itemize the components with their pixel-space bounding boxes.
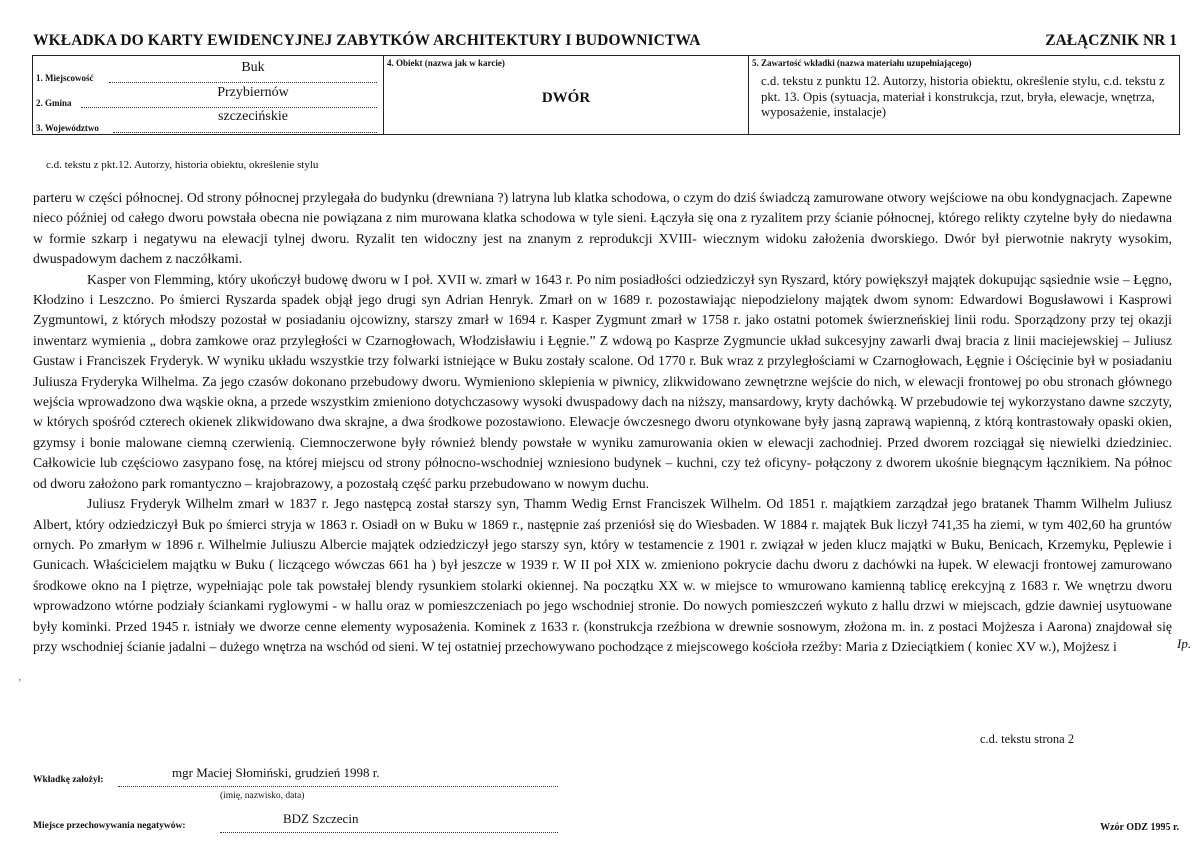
form-code: Wzór ODZ 1995 r.: [1100, 822, 1179, 833]
object-column: [384, 56, 749, 134]
author-value: mgr Maciej Słomiński, grudzień 1998 r.: [172, 765, 380, 780]
location-column: [33, 56, 384, 134]
author-label: Wkładkę założył:: [33, 775, 104, 785]
contents-column: [749, 56, 1179, 134]
object-label: 4. Obiekt (nazwa jak w karcie): [387, 58, 505, 68]
form-title: WKŁADKA DO KARTY EWIDENCYJNEJ ZABYTKÓW ARCHITEKTURY I BUDOWNICTWA: [33, 32, 701, 49]
dotted-line: [113, 132, 377, 133]
paragraph: parteru w części północnej. Od strony północnej przylegała do budynku (drewniana ?) latryna lub klatka schodowa, o czym do dziś świadczą zamurowane otwory wejściowe na obu kondygnacjach. Zapewne nieco później od całego dworu powstała obecna nie powiązana z nim murowana klatka schodowa w tyle sieni. Łączyła się ona z ryzalitem przy ścianie północnej, którego relikty czytelne były do niedawna w formie szkarp i negatywu na elewacji tylnej dworu. Ryzalit ten widoczny jest na znanym z reprodukcji XVIII- wiecznym widoku założenia dworskiego. Dwór był pierwotnie nakryty wysokim, dwuspadowym dachem z naczółkami.: [33, 190, 1172, 267]
section-subheading: c.d. tekstu z pkt.12. Autorzy, historia obiektu, określenie stylu: [46, 159, 319, 171]
dotted-line: [81, 107, 377, 108]
contents-label: 5. Zawartość wkładki (nazwa materiału uzupełniającego): [752, 58, 972, 68]
paragraph: Juliusz Fryderyk Wilhelm zmarł w 1837 r. Jego następcą został starszy syn, Thamm Wedig Ernst Franciszek Wilhelm. Od 1851 r. majątkiem zarządzał jego bratanek Thamm Wilhelm Juliusz Albert, który odziedziczył Buk po śmierci stryja w 1863 r. Osiadł on w Buku w 1869 r., następnie zaś przeniósł się do Wiesbaden. W 1884 r. majątek Buk liczył 741,35 ha ziemi, w tym 402,60 ha gruntów ornych. Po zmarłym w 1896 r. Wilhelmie Juliuszu Albercie majątek odziedziczył jego starszy syn, który w testamencie z 1901 r. związał w jeden klucz majątki w Buku, Benicach, Krzemyku, Pęplewie i Gunicach. Właścicielem majątku w Buku ( liczącego wówczas 661 ha ) był jeszcze w 1939 r. W II poł XIX w. zmieniono pokrycie dachu dworu z dachówki na łupek. W elewacji frontowej zamurowano środkowe okno na I piętrze, wypełniając pole tak powstałej blendy rysunkiem stolarki okiennej. Na początku XX w. w miejsce to wmurowano kamienną tablicę erekcyjną z 1683 r. We wnętrzu dworu wprowadzono wtórne podziały ściankami ryglowymi - w hallu oraz w pomieszczeniach po jego wschodniej stronie. Do nowych pomieszczeń wykuto z hallu drzwi w miejscach, gdzie dawniej usytuowane były kominki. Przed 1945 r. istniały we dworze cenne elementy wyposażenia. Kominek z 1633 r. (konstrukcja rzeźbiona w drewnie sosnowym, złożona m. in. z postaci Mojżesza i Aarona) znajdował się przy wschodniej ścianie jadalni – dużego wnętrza na wschód od sieni. W tej ostatniej przechowywano pochodzące z miejscowego kościoła rzeźby: Maria z Dzieciątkiem ( koniec XV w.), Mojżesz i: [33, 496, 1172, 654]
object-name: DWÓR: [541, 90, 591, 106]
dotted-line: [109, 82, 377, 83]
commune-value: Przybiernów: [217, 85, 289, 100]
negatives-label: Miejsce przechowywania negatywów:: [33, 821, 186, 831]
voivodeship-label: 3. Województwo: [36, 123, 99, 133]
dotted-line: [118, 786, 558, 787]
annex-number: ZAŁĄCZNIK NR 1: [1045, 32, 1177, 49]
paragraph: Kasper von Flemming, który ukończył budowę dworu w I poł. XVII w. zmarł w 1643 r. Po nim posiadłości odziedziczył syn Ryszard, który powiększył majątek dokupując sąsiednie wsie – Łęgno, Kłodzino i Leszczno. Po śmierci Ryszarda spadek objął jego drugi syn Adrian Henryk. Zmarł on w 1689 r. pozostawiając niepodzielony majątek dwom synom: Edwardowi Bogusławowi i Kasprowi Zygmuntowi, z których młodszy pozostał w posiadaniu ojcowizny, starszy zmarł w 1694 r. Kasper Zygmunt zmarł w 1758 r. jako ostatni potomek świerzneńskiej linii rodu. Sporządzony przy tej okazji inwentarz wymienia „ dobra zamkowe oraz przyległości w Czarnogłowach, Włodzisławiu i Łęgnie.” Z wdową po Kasprze Zygmuncie układ sukcesyjny zawarli dwaj bracia z linii maciejewskiej – Juliusz Gustaw i Franciszek Fryderyk. W wyniku układu wszystkie trzy folwarki istniejące w Buku zostały scalone. Od 1770 r. Buk wraz z przyległościami w Czarnogłowach, Łęgnie i Ościęcinie był w posiadaniu Juliusza Fryderyka Wilhelma. Za jego czasów dokonano przebudowy dworu. Wymieniono sklepienia w piwnicy, zlikwidowano zewnętrzne wejście do nich, w elewacji frontowej po obu stronach głównego wejścia wprowadzono dwa wąskie okna, a przede wszystkim zmieniono dotychczasowy wysoki dwuspadowy dach na niższy, mansardowy, kryty dachówką. W przebudowie tej wykorzystano dawne szczyty, w których spośród czterech okienek zlikwidowano dwa skrajne, a dwa środkowe pozostawiono. Elewacje ówczesnego dworu otynkowane były jasną zaprawą wapienną, z którą kontrastowały opaski okien, gzymsy i bonie malowane ciemną czerwienią. Ciemnoczerwone były również blendy powstałe w wyniku zamurowania okien w elewacji zachodniej. Przed dworem rozciągał się niewielki dziedziniec. Całkowicie lub częściowo zasypano fosę, na której miejscu od strony północno-wschodniej wzniesiono budynek – kuchni, czy też oficyny- połączony z dworem ukośnie biegnącym łącznikiem. Na północ od dworu założono park romantyczno – krajobrazowy, a pozostałą część parku przebudowano w nowym duchu.: [33, 271, 1172, 491]
margin-tick-mark: ‚: [18, 672, 22, 683]
contents-text: c.d. tekstu z punktu 12. Autorzy, historia obiektu, określenie stylu, c.d. tekstu z pkt. 13. Opis (sytuacja, materiał i konstrukcja, rzut, bryła, elewacje, wnętrza, wyposażenie, instalacje): [761, 74, 1165, 119]
header-box: [32, 55, 1180, 135]
dotted-line: [220, 832, 558, 833]
handwritten-margin-note: Ip.: [1177, 636, 1192, 651]
continued-note: c.d. tekstu strona 2: [980, 732, 1075, 746]
voivodeship-value: szczecińskie: [218, 109, 288, 124]
commune-label: 2. Gmina: [36, 98, 72, 108]
locality-label: 1. Miejscowość: [36, 73, 94, 83]
locality-value: Buk: [241, 60, 265, 75]
negatives-value: BDZ Szczecin: [283, 811, 359, 826]
author-hint: (imię, nazwisko, data): [220, 791, 305, 801]
main-text: [33, 188, 1172, 657]
